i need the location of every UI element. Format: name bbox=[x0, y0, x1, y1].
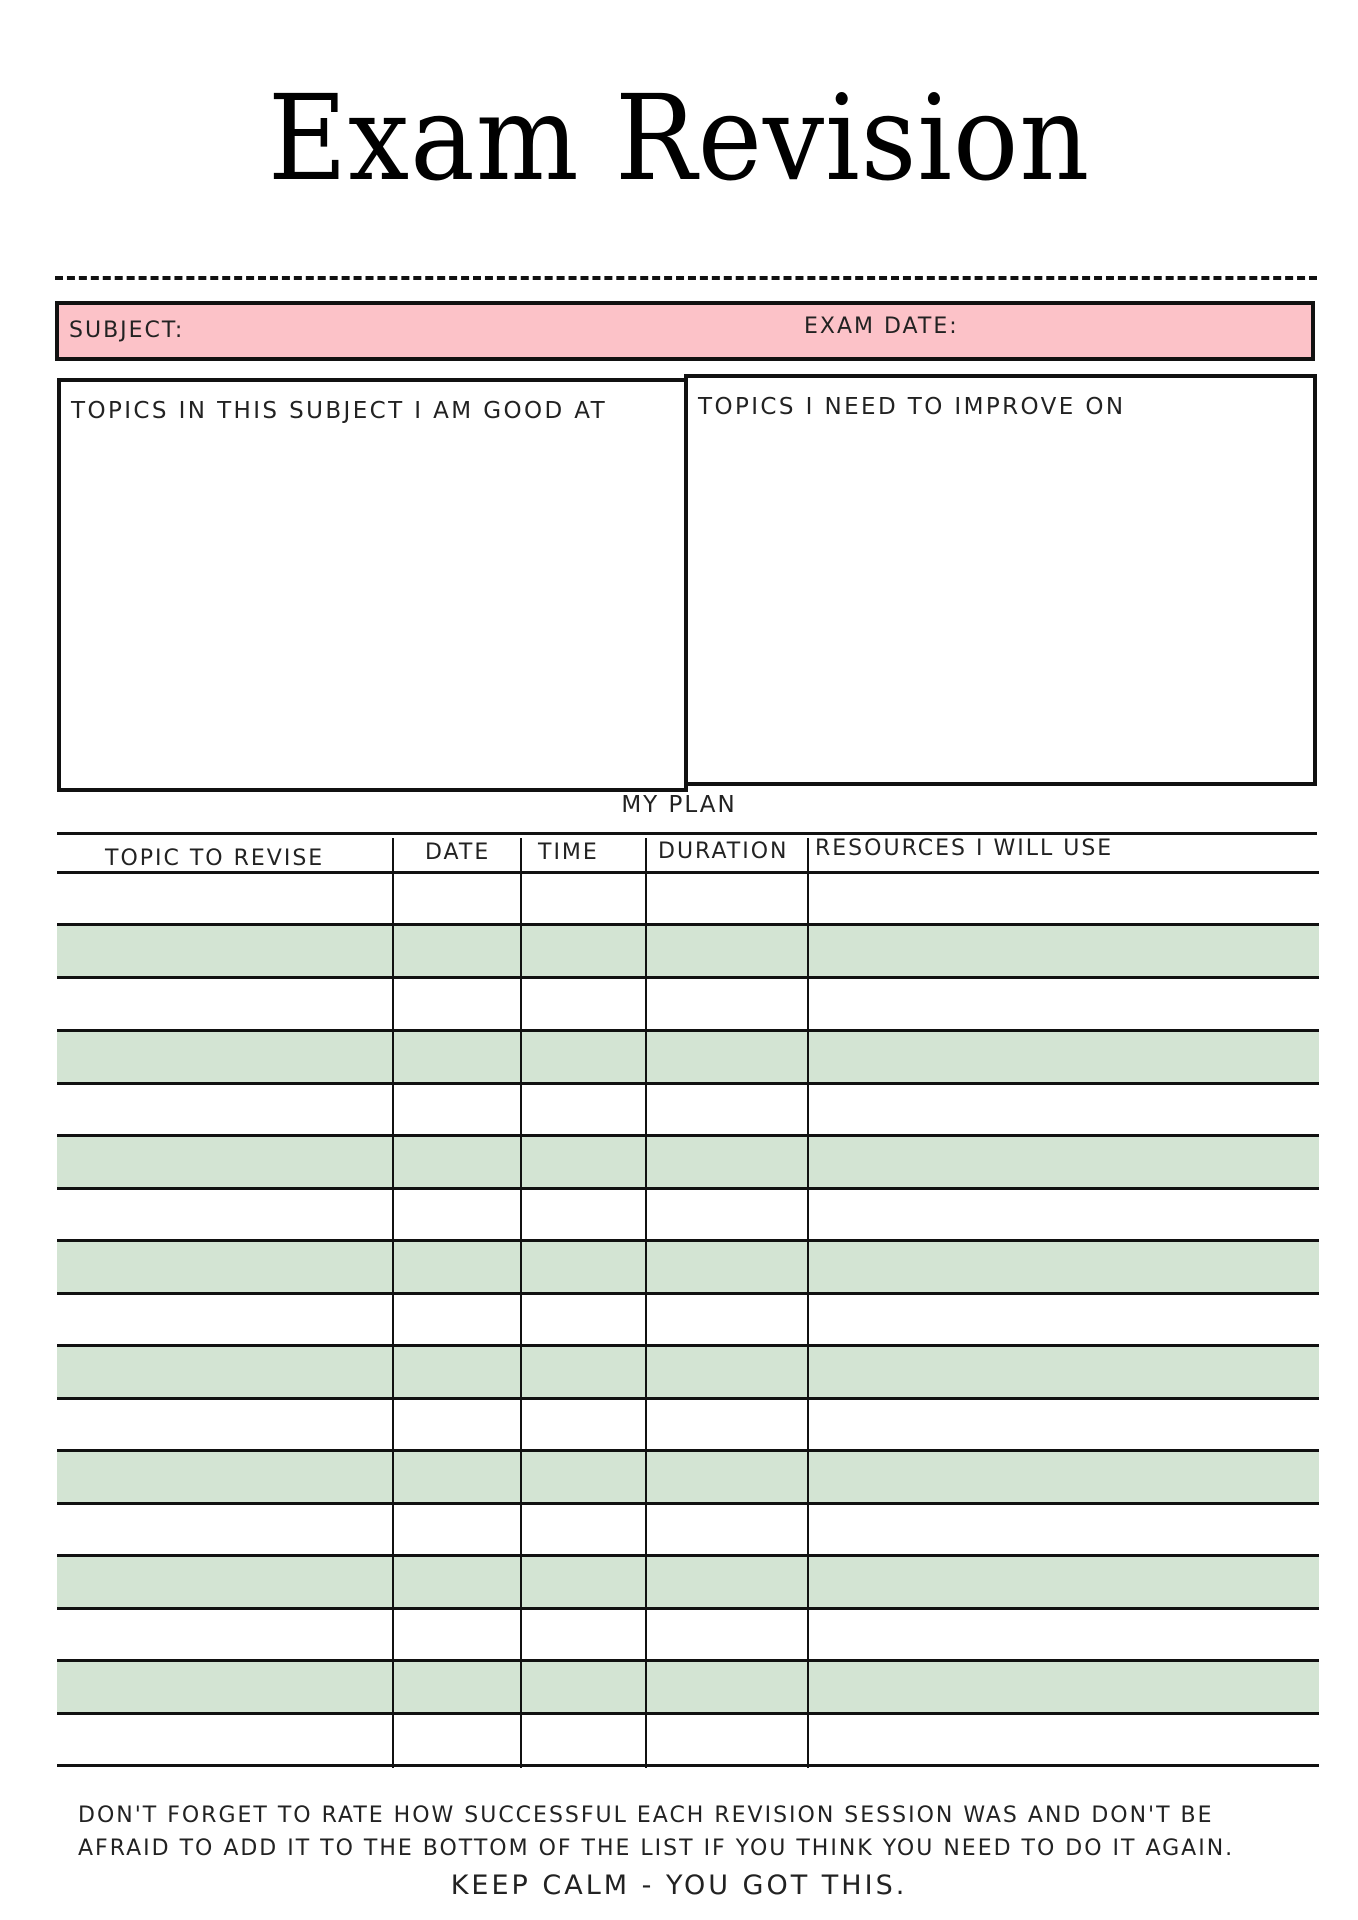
table-row[interactable] bbox=[57, 1347, 1319, 1400]
footer-tagline: KEEP CALM - YOU GOT THIS. bbox=[450, 1870, 908, 1901]
table-row[interactable] bbox=[57, 979, 1319, 1032]
exam-date-label: EXAM DATE: bbox=[804, 314, 959, 339]
table-row[interactable] bbox=[57, 1557, 1319, 1610]
table-row[interactable] bbox=[57, 1452, 1319, 1505]
table-row[interactable] bbox=[57, 1400, 1319, 1452]
table-row[interactable] bbox=[57, 1137, 1319, 1190]
table-top-border bbox=[57, 832, 1317, 835]
subject-label: SUBJECT: bbox=[69, 318, 185, 343]
table-row[interactable] bbox=[57, 1190, 1319, 1242]
column-header-date: DATE bbox=[425, 840, 491, 865]
good-at-box[interactable] bbox=[57, 378, 688, 792]
page-title: Exam Revision bbox=[267, 69, 1091, 207]
improve-on-label: TOPICS I NEED TO IMPROVE ON bbox=[698, 394, 1126, 420]
table-row[interactable] bbox=[57, 1242, 1319, 1295]
table-row[interactable] bbox=[57, 1085, 1319, 1137]
good-at-label: TOPICS IN THIS SUBJECT I AM GOOD AT bbox=[71, 398, 608, 424]
dashed-divider bbox=[55, 276, 1317, 280]
column-divider bbox=[645, 838, 647, 1768]
footer-note-line2: AFRAID TO ADD IT TO THE BOTTOM OF THE LIST IF YOU THINK YOU NEED TO DO IT AGAIN. bbox=[78, 1836, 1235, 1861]
table-row[interactable] bbox=[57, 1505, 1319, 1557]
table-row[interactable] bbox=[57, 1662, 1319, 1715]
subject-info-bar bbox=[55, 301, 1315, 361]
improve-on-box[interactable] bbox=[684, 374, 1317, 786]
column-divider bbox=[392, 838, 394, 1768]
column-header-resources: RESOURCES I WILL USE bbox=[815, 836, 1114, 861]
column-header-duration: DURATION bbox=[658, 839, 789, 864]
column-header-time: TIME bbox=[538, 840, 599, 865]
table-row[interactable] bbox=[57, 874, 1319, 926]
table-row[interactable] bbox=[57, 926, 1319, 979]
column-header-topic: TOPIC TO REVISE bbox=[105, 846, 325, 871]
table-row[interactable] bbox=[57, 1715, 1319, 1767]
footer-note-line1: DON'T FORGET TO RATE HOW SUCCESSFUL EACH REVISION SESSION WAS AND DON'T BE bbox=[78, 1803, 1214, 1828]
table-row[interactable] bbox=[57, 1032, 1319, 1085]
column-divider bbox=[520, 838, 522, 1768]
plan-title: MY PLAN bbox=[621, 792, 737, 818]
table-row[interactable] bbox=[57, 1610, 1319, 1662]
column-divider bbox=[807, 838, 809, 1768]
table-row[interactable] bbox=[57, 1295, 1319, 1347]
table-header-row bbox=[57, 838, 1319, 874]
